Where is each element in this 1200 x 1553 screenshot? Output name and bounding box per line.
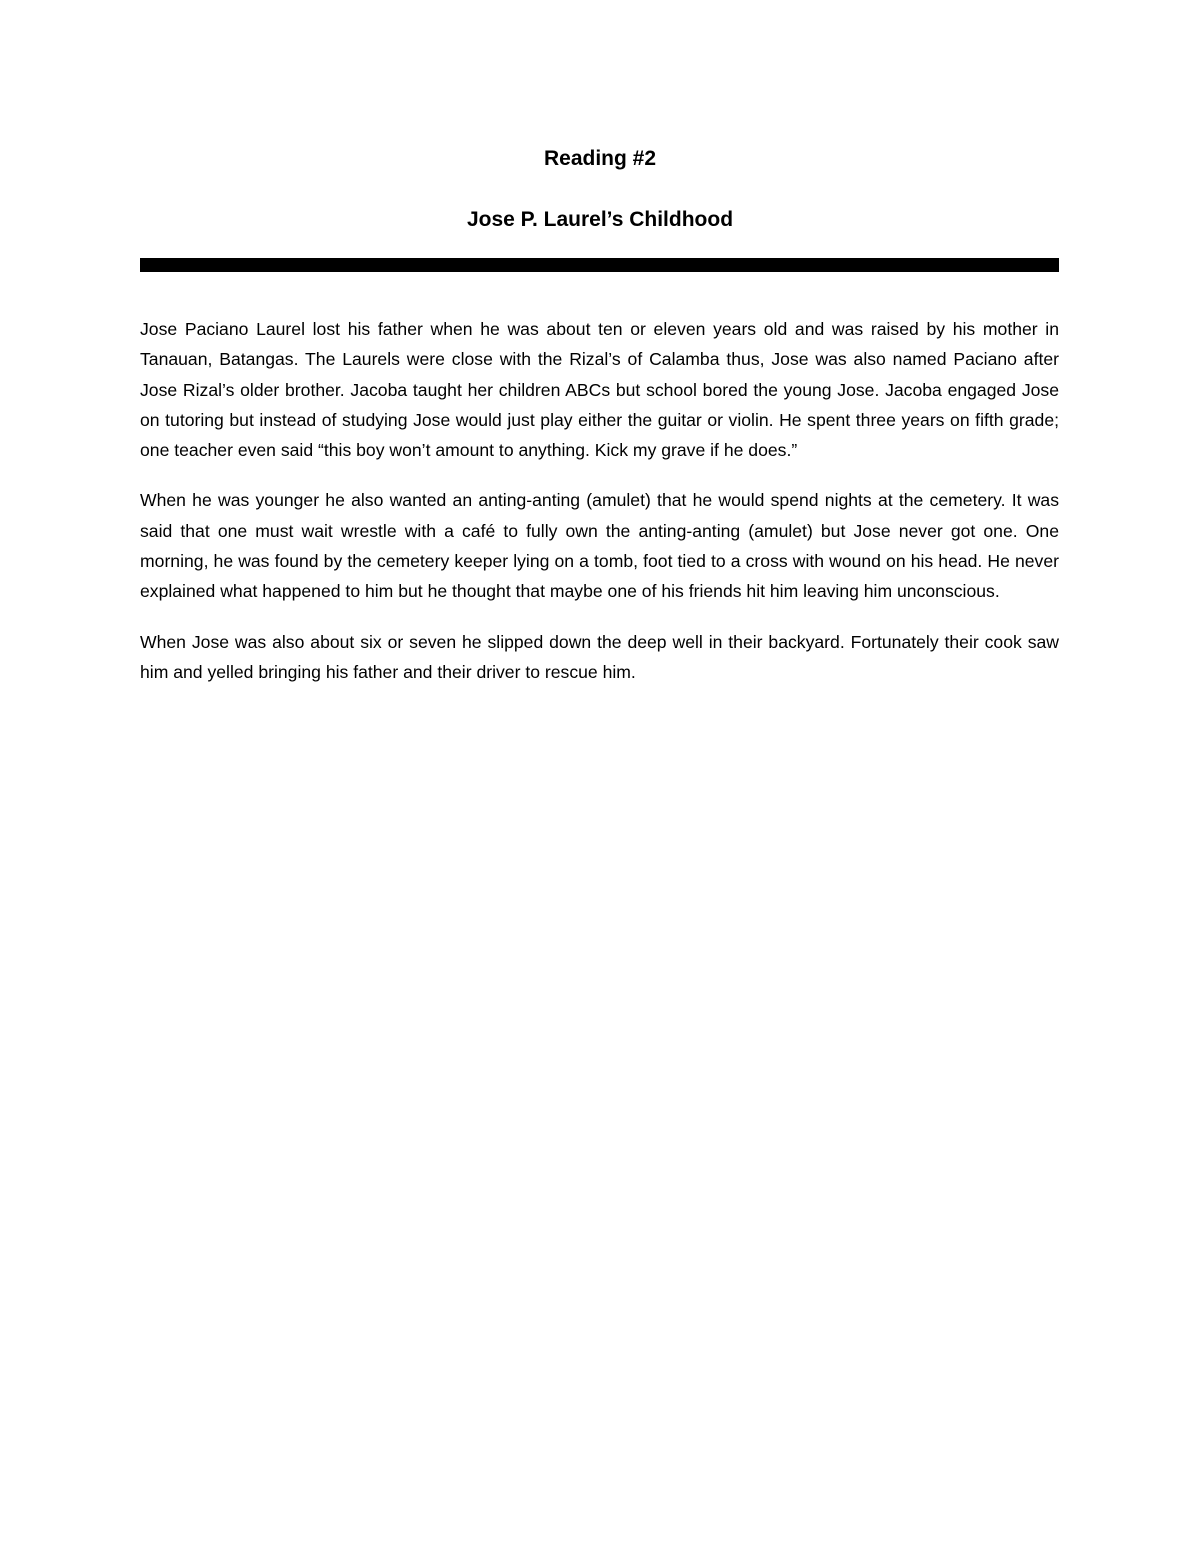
- paragraph-2: When he was younger he also wanted an anting-anting (amulet) that he would spend nights at the cemetery. It was said that one must wait wrestle with a café to fully own the anting-anting (amulet) but Jose never got one. One morning, he was found by the cemetery keeper lying on a tomb, foot tied to a cross with wound on his head. He never explained what happened to him but he thought that maybe one of his friends hit him leaving him unconscious.: [140, 490, 1059, 602]
- title-divider: [140, 258, 1059, 272]
- document-title: Jose P. Laurel’s Childhood: [466, 208, 734, 231]
- reading-number-heading: Reading #2: [543, 147, 657, 170]
- paragraph-1: Jose Paciano Laurel lost his father when he was about ten or eleven years old and was raised by his mother in Tanauan, Batangas. The Laurels were close with the Rizal’s of Calamba thus, Jose was also named Paciano after Jose Rizal’s older brother. Jacoba taught her children ABCs but school bored the young Jose. Jacoba engaged Jose on tutoring but instead of studying Jose would just play either the guitar or violin. He spent three years on fifth grade; one teacher even said “this boy won’t amount to anything. Kick my grave if he does.”: [140, 319, 1059, 461]
- document-body: [140, 314, 1059, 707]
- paragraph-3: When Jose was also about six or seven he slipped down the deep well in their backyard. Fortunately their cook saw him and yelled bringing his father and their driver to rescue him.: [140, 631, 1059, 682]
